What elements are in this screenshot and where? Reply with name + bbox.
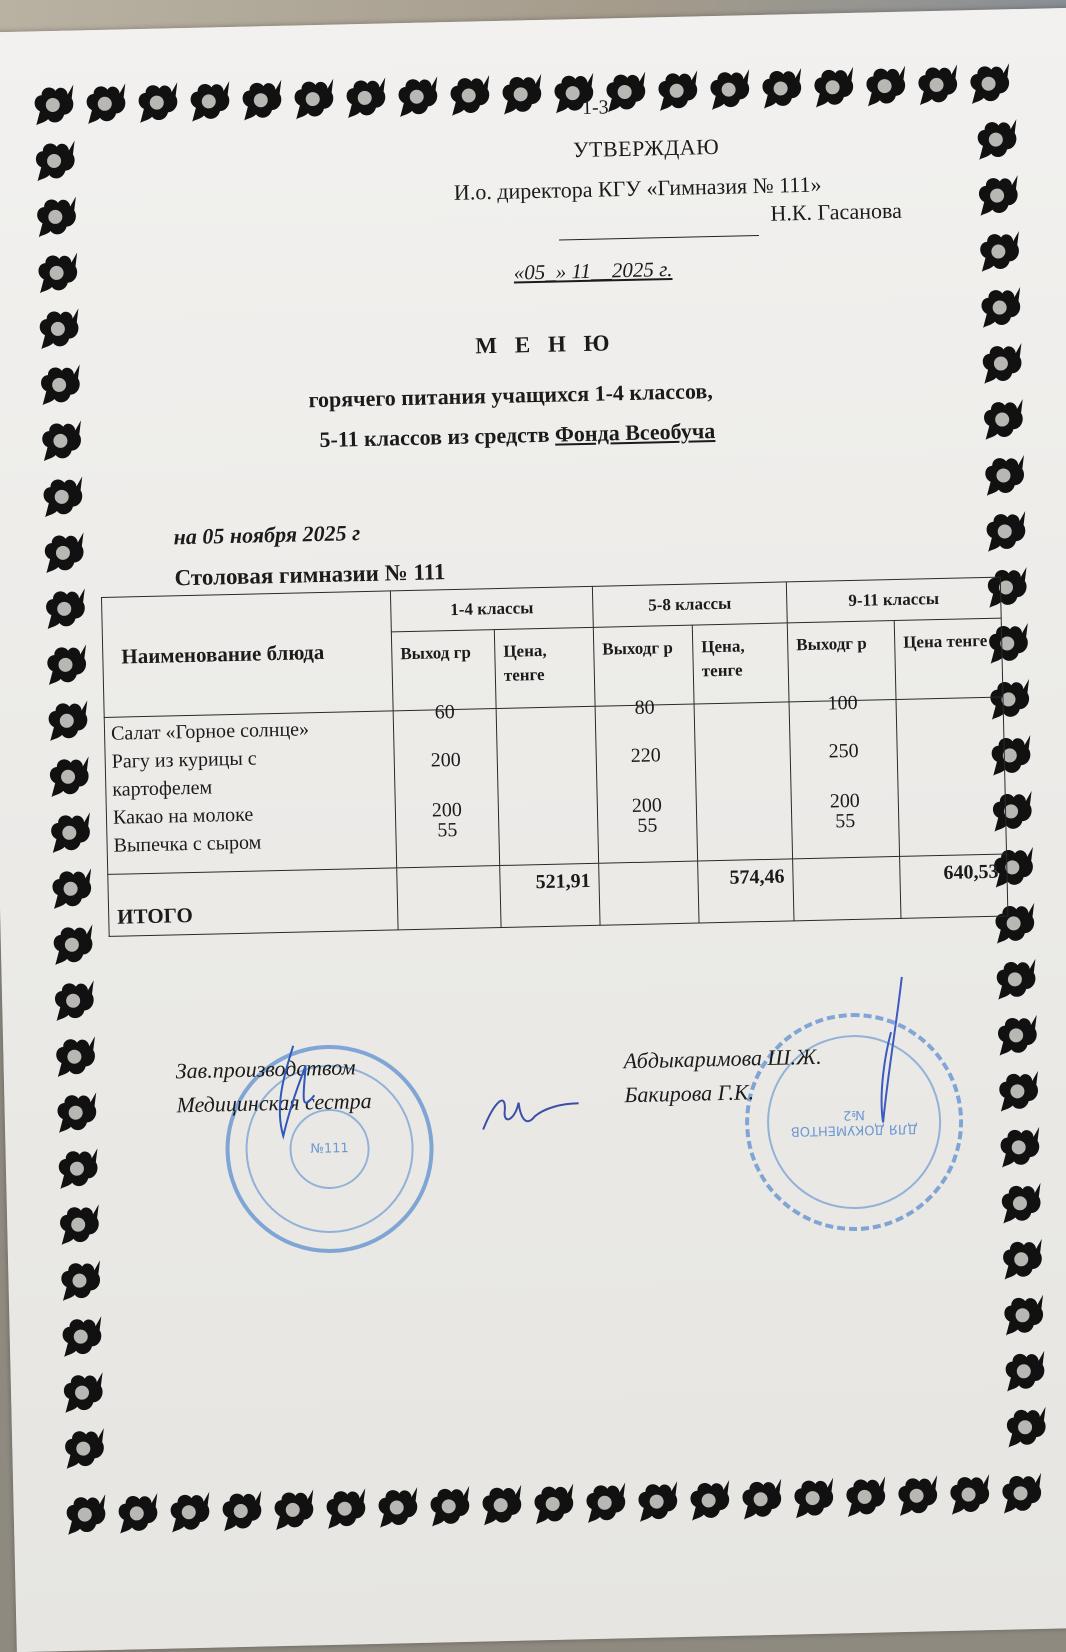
dishes-row	[104, 697, 1006, 874]
approval-heading: УТВЕРЖДАЮ	[572, 133, 720, 163]
menu-subtitle-line2	[319, 418, 715, 453]
price-header-9-11: Цена тенге	[894, 618, 1003, 699]
yield-value: 80	[634, 696, 655, 719]
yield-value: 200	[431, 798, 463, 822]
yield-value: 250	[828, 739, 859, 763]
role-production-head: Зав.производством	[175, 1054, 356, 1084]
dish-item: Рагу из курицы с	[111, 747, 257, 773]
document-code: 1-3	[581, 96, 609, 119]
dish-item: Какао на молоке	[112, 803, 254, 829]
menu-subtitle-line1: горячего питания учащихся 1-4 классов,	[308, 378, 714, 413]
signature-line	[558, 213, 758, 241]
yield-header-1-4: Выход гр	[391, 630, 496, 711]
name-production-head: Абдыкаримова Ш.Ж.	[623, 1043, 822, 1074]
menu-table	[101, 577, 1008, 937]
handwritten-signature-approver	[862, 971, 926, 1152]
yield-value: 55	[637, 814, 658, 837]
yield-value: 200	[829, 789, 861, 813]
canteen-name: Столовая гимназии № 111	[174, 559, 446, 591]
dish-item: картофелем	[112, 776, 213, 801]
price-header-1-4: Цена, тенге	[494, 627, 595, 708]
total-label: ИТОГО	[108, 868, 398, 937]
approver-name: Н.К. Гасанова	[770, 197, 903, 226]
stamp-text-line1: ДЛЯ ДОКУМЕНТОВ	[790, 1120, 918, 1139]
dish-name-header: Наименование блюда	[101, 591, 393, 718]
dish-item: Салат «Горное солнце»	[110, 718, 310, 745]
total-price-9-11: 640,53	[900, 854, 1008, 918]
total-price-1-4: 521,91	[500, 863, 600, 927]
yield-value: 55	[437, 818, 458, 842]
yield-value: 100	[827, 691, 858, 715]
role-nurse: Медицинская сестра	[176, 1087, 372, 1118]
yield-value: 200	[430, 748, 462, 772]
group-header-9-11: 9-11 классы	[786, 577, 1001, 623]
handwritten-signature-production	[253, 1035, 335, 1147]
total-yield-5-8	[599, 861, 699, 925]
total-price-5-8: 574,46	[698, 859, 794, 923]
document-sheet	[0, 7, 1066, 1652]
yields-1-4	[393, 701, 500, 868]
price-cell-1-4	[496, 706, 599, 865]
yield-value: 60	[434, 701, 455, 724]
group-header-1-4: 1-4 классы	[390, 586, 593, 632]
yields-5-8	[595, 696, 698, 863]
group-header-5-8: 5-8 классы	[592, 582, 787, 627]
stamp-text: №111	[310, 1141, 349, 1157]
price-header-5-8: Цена, тенге	[692, 623, 789, 704]
price-cell-9-11	[896, 697, 1007, 856]
yields-9-11	[789, 691, 900, 858]
yield-value: 220	[630, 744, 661, 768]
menu-date: на 05 ноября 2025 г	[173, 520, 361, 550]
yield-header-5-8: Выходг р	[593, 625, 694, 706]
handwritten-signature-nurse	[474, 1079, 585, 1141]
yield-header-9-11: Выходг р	[787, 621, 896, 702]
fund-name: Фонда Всеобуча	[554, 418, 716, 447]
name-nurse: Бакирова Г.К.	[624, 1079, 755, 1108]
dish-list	[104, 711, 396, 875]
yield-value: 200	[631, 794, 663, 818]
subtitle-prefix: 5-11 классов из средств	[319, 421, 556, 452]
yield-value: 55	[835, 809, 856, 833]
price-cell-5-8	[694, 702, 793, 861]
total-yield-1-4	[397, 866, 501, 930]
approval-date: «05_» 11__2025 г.	[513, 256, 673, 285]
dish-item: Выпечка с сыром	[113, 831, 262, 857]
menu-title: М Е Н Ю	[475, 330, 616, 359]
total-yield-9-11	[793, 856, 901, 920]
approver-position: И.о. директора КГУ «Гимназия № 111»	[453, 171, 822, 205]
stamp-text-line2: №2	[842, 1106, 865, 1123]
